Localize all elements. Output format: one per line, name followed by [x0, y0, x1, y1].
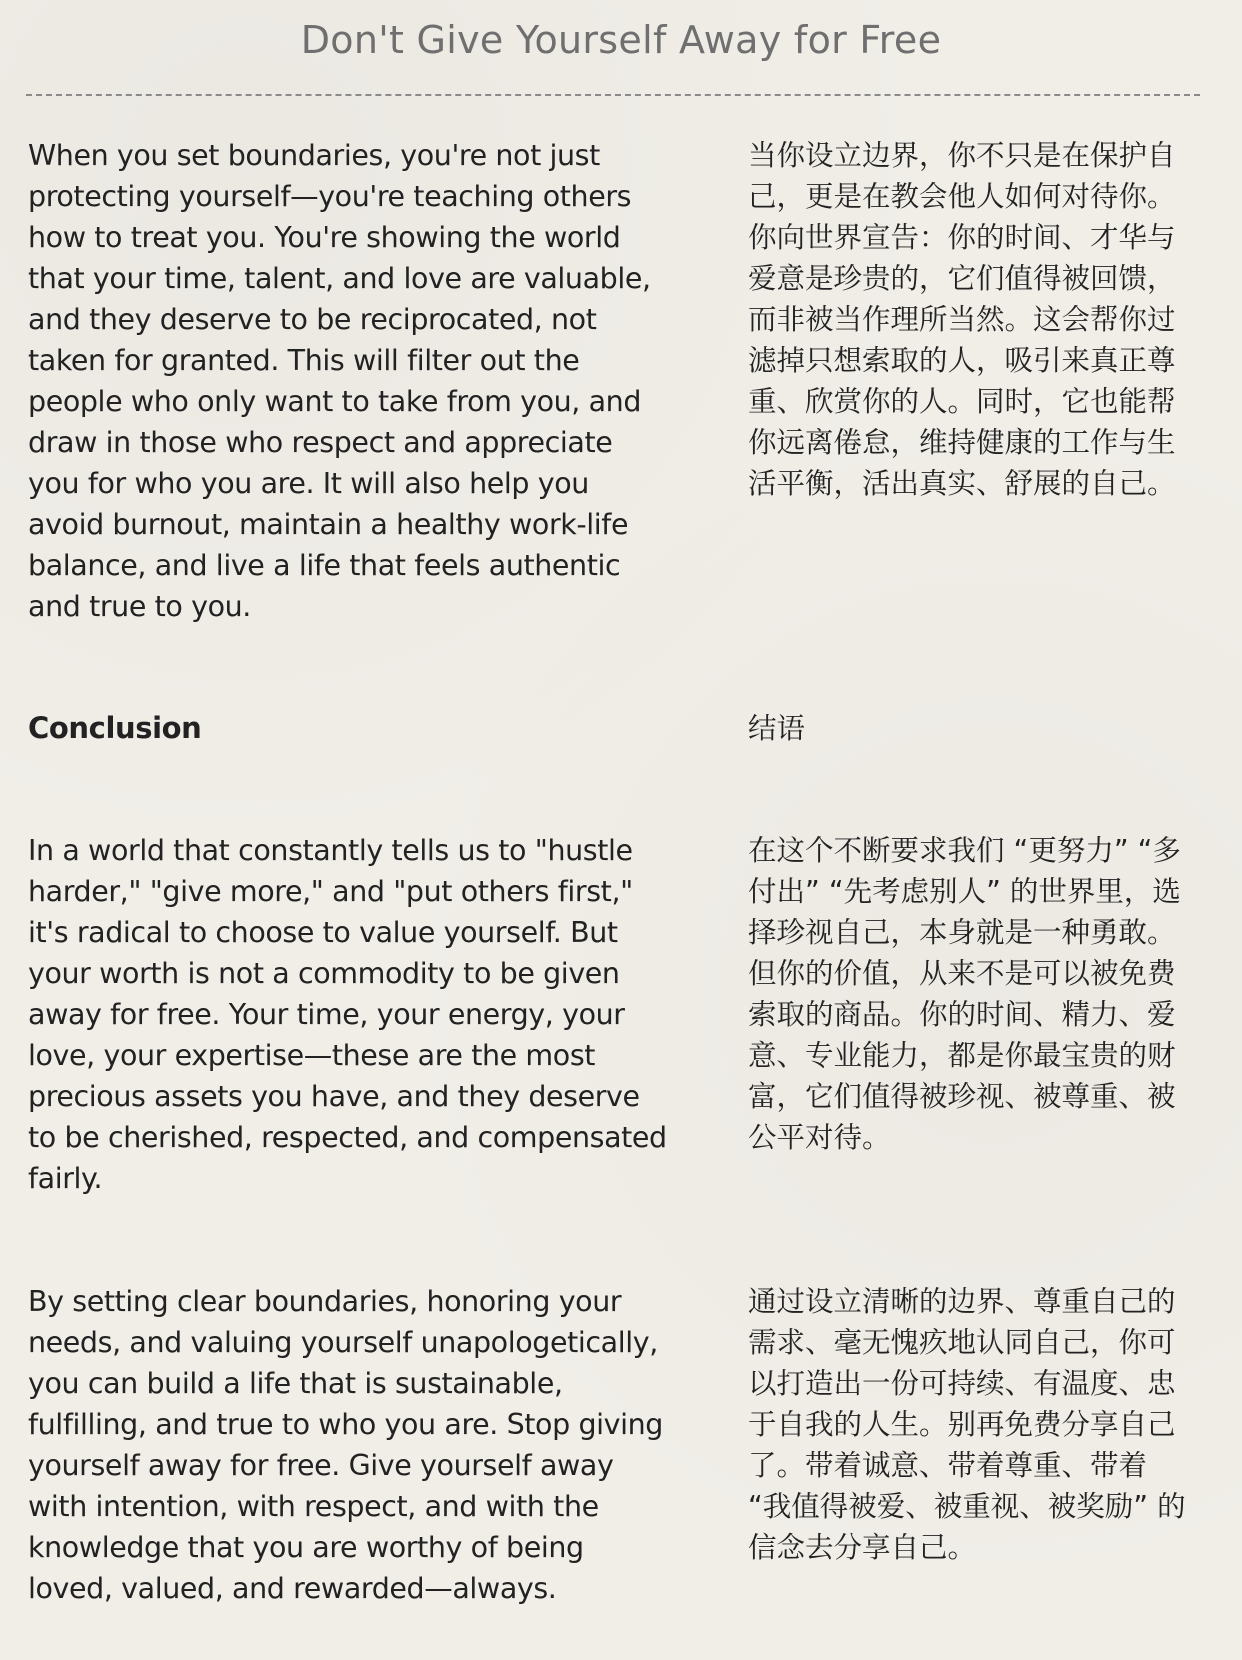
paragraph-2-english: In a world that constantly tells us to "hustle harder," "give more," and "put others first," it's radical to choose to value yourself. But your worth is not a commodity to be given away for free. Your time, your energy, your love, your expertise—these are the most precious assets you have, and they deserve to be cherished, respected, and compensated fairly. — [28, 834, 667, 1195]
paragraph-3-english: By setting clear boundaries, honoring your needs, and valuing yourself unapologetically, you can build a life that is sustainable, fulfilling, and true to who you are. Stop giving yourself away for free. Give yourself away with intention, with respect, and with the knowledge that you are worthy of being loved, valued, and rewarded—always. — [28, 1285, 663, 1605]
page-title: Don't Give Yourself Away for Free — [300, 18, 942, 62]
paragraph-2-chinese: 在这个不断要求我们 “更努力” “多付出” “先考虑别人” 的世界里，选择珍视自己，本身就是一种勇敢。但你的价值，从来不是可以被免费索取的商品。你的时间、精力、爱意、专业能力，都是你最宝贵的财富，它们值得被珍视、被尊重、被公平对待。 — [748, 834, 1181, 1154]
paragraph-3-chinese: 通过设立清晰的边界、尊重自己的需求、毫无愧疚地认同自己，你可以打造出一份可持续、有温度、忠于自我的人生。别再免费分享自己了。带着诚意、带着尊重、带着 “我值得被爱、被重视、被奖励” 的信念去分享自己。 — [748, 1285, 1186, 1564]
paragraph-1-english: When you set boundaries, you're not just protecting yourself—you're teaching others how to treat you. You're showing the world that your time, talent, and love are valuable, and they deserve to be reciprocated, not taken for granted. This will filter out the people who only want to take from you, and draw in those who respect and appreciate you for who you are. It will also help you avoid burnout, maintain a healthy work-life balance, and live a life that feels authentic and true to you. — [28, 139, 651, 623]
paragraph-1-chinese: 当你设立边界，你不只是在保护自己，更是在教会他人如何对待你。你向世界宣告：你的时间、才华与爱意是珍贵的，它们值得被回馈，而非被当作理所当然。这会帮你过滤掉只想索取的人，吸引来真正尊重、欣赏你的人。同时，它也能帮你远离倦怠，维持健康的工作与生活平衡，活出真实、舒展的自己。 — [748, 139, 1176, 500]
conclusion-heading-english: Conclusion — [28, 711, 202, 745]
dashed-divider — [26, 94, 1200, 96]
conclusion-heading-chinese: 结语 — [748, 712, 806, 745]
